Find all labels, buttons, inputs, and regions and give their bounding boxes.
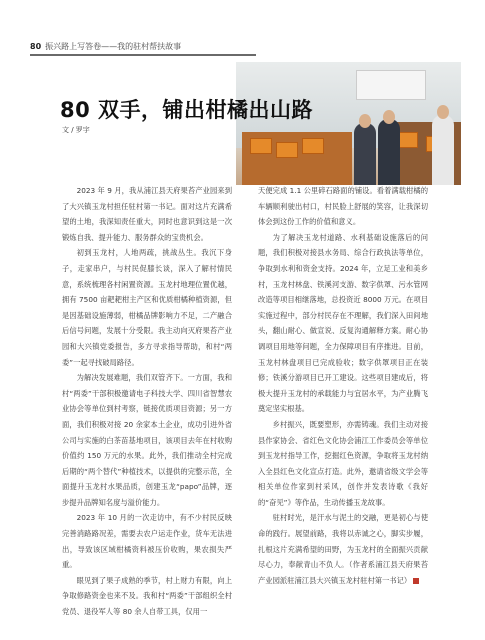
left-column [62,183,232,620]
paragraph: 初到玉龙村，人地两疏，挑战丛生。我沉下身子，走家串户，与村民促膝长谈，深入了解村情民意，系统梳理各村闲置资源。玉龙村地理位置优越，拥有 7500 亩耙耙柑主产区和优质柑橘种植资源，但是因基础设施薄弱，柑橘品牌影响力不足，二产融合后信号问题，发展十分受限。我主动向灭府果苔产业园和大兴镇党委报告，多方寻求指导帮助，和村“两委”一起寻找破局路径。 [62,248,232,367]
paragraph: 天便完成 1.1 公里碎石路面的铺设。看着满载柑橘的车辆顺利驶出村口，村民脸上舒展的笑容，让我深切体会到这份工作的价值和意义。 [258,186,428,227]
article-title: 80 双手，铺出柑橘出山路 [60,98,314,122]
photo-person-head [383,110,395,124]
paragraph: 2023 年 10 月的一次走访中，有不少村民反映完善消路路况差，需要去农户运走作业，货车无法进出，导致该区域柑橘资料被压价收购，果农损失严重。 [62,513,232,570]
paragraph: 乡村振兴，既要塑形，亦需铸魂。我们主动对接县作家协会、省红色文化协会浦江工作委员会等单位到玉龙村指导工作，挖掘红色资源，争取将玉龙村纳入全县红色文化宣点打造。此外，邀请省级文学会等相关单位作家到村采风，创作并发表诗歌《我好的“奋见”》等作品，生动传播玉龙故事。 [258,419,428,507]
end-mark-icon [413,578,419,584]
photo-person [378,119,400,185]
section-title: 振兴路上写答卷——我的驻村帮扶故事 [45,41,182,51]
paragraph: 为了解决玉龙村道路、水利基础设施落后的问题，我们积极对接县水务局、综合行政执法等单位，争取到水利和资金支持。2024 年，立足工业和美乡村，玉龙村林盘、铁溪河支游、数字供罩、污水管网改造等项目相继落地，总投资近 8000 万元。在项目实施过程中，部分村民存在不理解，我们深入田间地头，翻山耐心、做宣说、反复沟通解释方案。耐心协调项目用地等问题，全力保障项目有序推进。目前，玉龙村林盘项目已完成验收；数字供罩项目正在装修；铁溪分游项目已开工建设。这些项目建成后，将极大提升玉龙村的承载能力与宜居水平，为产业腾飞奠定坚实根基。 [258,232,428,414]
photo-person [432,115,454,185]
closing-text: 驻村时光，是汗水与泥土的交融，更是初心与使命的践行。展望前路，我将以赤诚之心，脚实步履，扎根这片充满希望的田野，为玉龙村的全面振兴贡献尽心力，奉献青山不负人。（作者系浦江县天府果苔产业园派驻浦江县大兴镇玉龙村驻村第一书记） [258,513,428,585]
paragraph: 为解决发展难题，我们双管齐下。一方面，我和村“两委”干部积极邀请电子科技大学、四川省智慧农业协会等单位到村考察，链接优质项目资源；另一方面，我们积极对接 20 余家本土企业，成功引进外省公司与实施的白茶苗基地项目，该项目去年在村收购价值约 150 万元的水果。此外，我们推动全村完成后期的“两个替代”种植技术，以提供的完整示范，全面提升玉龙村水果品质，创建玉龙“papo”品牌，逐步提升品牌知名度与溢价能力。 [62,373,232,507]
right-column [258,183,428,588]
photo-person [354,123,376,185]
paragraph: 2023 年 9 月，我从浦江县天府果苔产业园来到了大兴镇玉龙村担任驻村第一书记。面对这片充满希望的土地，我深知责任重大，同时也意识到这是一次锻炼自我、提升能力、服务群众的宝贵机会。 [62,186,232,242]
photo-sign [356,70,426,100]
page-number: 80 [30,41,42,51]
photo-product-box [250,138,272,154]
article-author: 文 / 罗宇 [62,126,90,134]
header-divider [30,54,256,56]
photo-product-box [276,142,298,158]
photo-person-head [359,114,371,128]
paragraph: 眼见到了果子成熟的季节，村上财力有限，向上争取修路资金也来不及。我和村“两委”干部组织全村党员、退役军人等 80 余人自带工具，仅用一 [62,575,232,617]
photo-product-box [302,138,324,154]
paragraph [258,510,428,588]
photo-person-head [437,105,449,119]
running-header [30,40,181,52]
